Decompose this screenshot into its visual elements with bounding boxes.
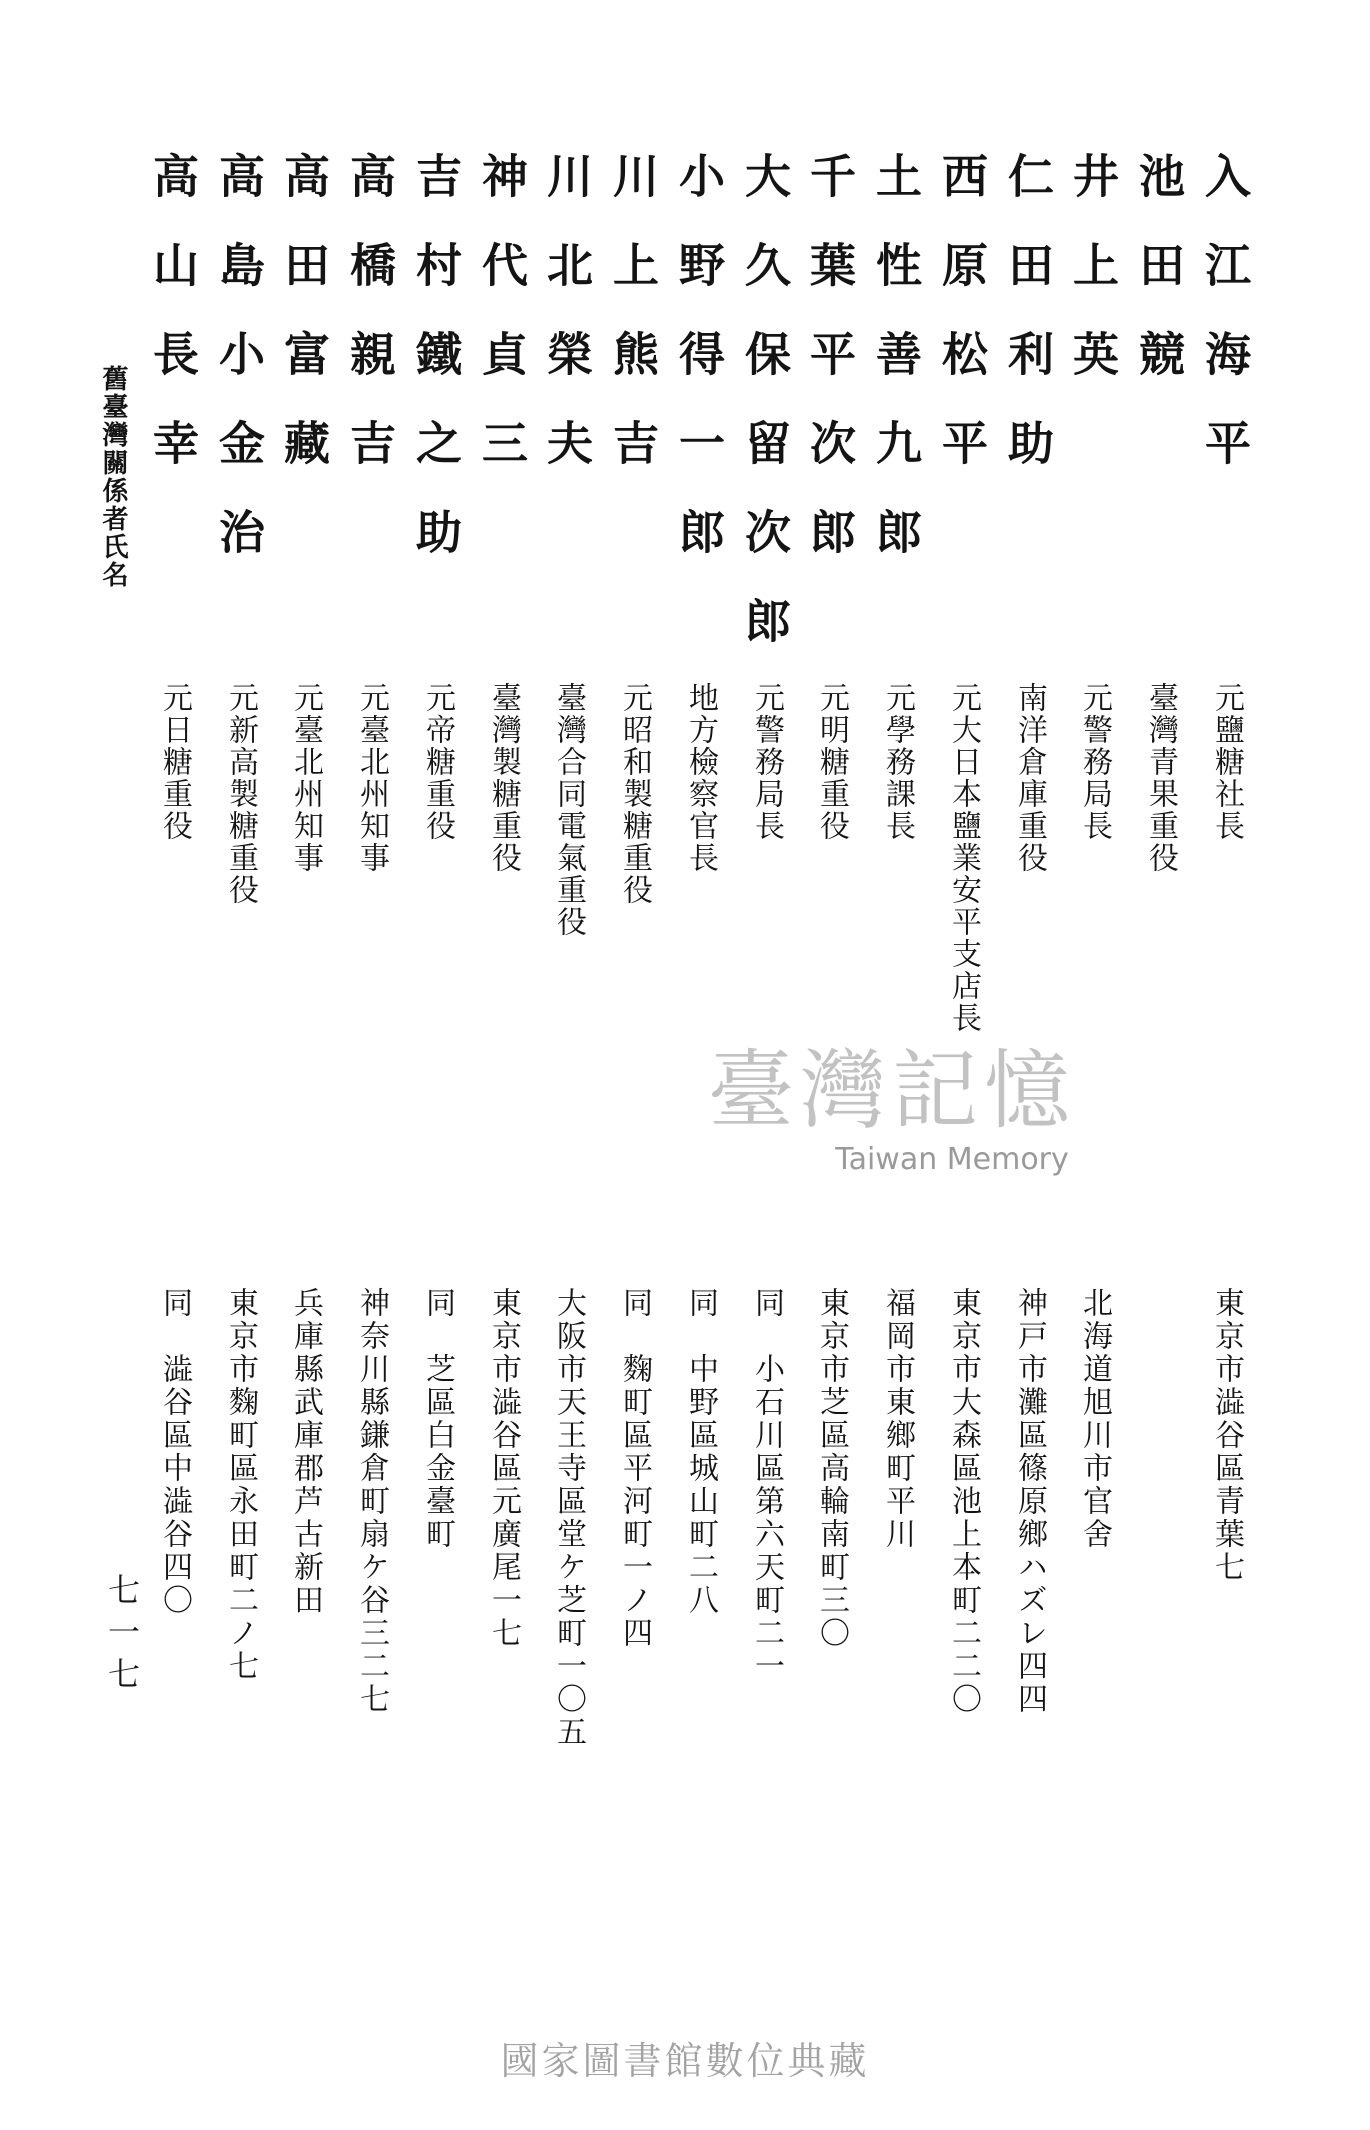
person-name: 入江海平 — [1198, 152, 1252, 508]
person-address: 同 中野區城山町二八 — [683, 1287, 718, 1617]
person-title: 元明糖重役 — [814, 682, 849, 842]
person-name: 大久保留次郎 — [738, 152, 792, 686]
person-address: 東京市澁谷區青葉七 — [1209, 1287, 1244, 1584]
person-name: 高島小金治 — [212, 152, 266, 597]
running-header: 舊臺灣關係者氏名 — [98, 365, 128, 589]
person-address: 福岡市東鄉町平川 — [880, 1287, 915, 1551]
person-address: 北海道旭川市官舍 — [1077, 1287, 1112, 1551]
person-name: 仁田利助 — [1001, 152, 1055, 508]
person-name: 千葉平次郎 — [803, 152, 857, 597]
person-title: 臺灣製糖重役 — [486, 682, 521, 874]
person-address: 同 芝區白金臺町 — [420, 1287, 455, 1551]
person-name: 吉村鐵之助 — [409, 152, 463, 597]
person-name: 川北榮夫 — [540, 152, 594, 508]
person-name: 神代貞三 — [475, 152, 529, 508]
person-name: 井上英 — [1066, 152, 1120, 419]
person-address: 東京市大森區池上本町二二〇 — [946, 1287, 981, 1716]
person-address: 神奈川縣鎌倉町扇ケ谷三二七 — [354, 1287, 389, 1716]
person-title: 元新高製糖重役 — [223, 682, 258, 906]
person-title: 元警務局長 — [1077, 682, 1112, 842]
person-address: 兵庫縣武庫郡芦古新田 — [288, 1287, 323, 1617]
person-name: 川上熊吉 — [606, 152, 660, 508]
person-address: 神戸市灘區篠原鄉ハズレ四四 — [1012, 1287, 1047, 1716]
watermark-english: Taiwan Memory — [835, 1142, 1069, 1177]
watermark-logo — [662, 1041, 1122, 1218]
person-name: 土性善九郎 — [869, 152, 923, 597]
person-title: 元帝糖重役 — [420, 682, 455, 842]
person-address: 同 小石川區第六天町二一 — [749, 1287, 784, 1683]
person-name: 西原松平 — [935, 152, 989, 508]
person-name: 高橋親吉 — [343, 152, 397, 508]
person-title: 元臺北州知事 — [354, 682, 389, 874]
watermark-script: 臺灣記憶 — [708, 1041, 1076, 1141]
person-title: 元臺北州知事 — [288, 682, 323, 874]
footer-collection-label: 國家圖書館數位典藏 — [500, 2039, 870, 2083]
person-name: 池田競 — [1132, 152, 1186, 419]
person-address: 同 澁谷區中澁谷四〇 — [157, 1287, 192, 1617]
person-address: 大阪市天王寺區堂ケ芝町一〇五 — [551, 1287, 586, 1749]
person-title: 元警務局長 — [749, 682, 784, 842]
person-title: 元昭和製糖重役 — [617, 682, 652, 906]
person-address: 東京市麴町區永田町二ノ七 — [223, 1287, 258, 1683]
person-title: 地方檢察官長 — [683, 682, 718, 874]
person-name: 小野得一郎 — [672, 152, 726, 597]
person-address: 同 麴町區平河町一ノ四 — [617, 1287, 652, 1650]
person-title: 元日糖重役 — [157, 682, 192, 842]
person-title: 臺灣青果重役 — [1143, 682, 1178, 874]
person-title: 元鹽糖社長 — [1209, 682, 1244, 842]
person-title: 臺灣合同電氣重役 — [551, 682, 586, 938]
person-title: 元大日本鹽業安平支店長 — [946, 682, 981, 1034]
person-name: 高山長幸 — [146, 152, 200, 508]
page-number: 七一七 — [103, 1573, 141, 1699]
person-name: 高田富藏 — [277, 152, 331, 508]
person-address: 東京市澁谷區元廣尾一七 — [486, 1287, 521, 1650]
person-title: 南洋倉庫重役 — [1012, 682, 1047, 874]
person-title: 元學務課長 — [880, 682, 915, 842]
person-address: 東京市芝區高輪南町三〇 — [814, 1287, 849, 1650]
